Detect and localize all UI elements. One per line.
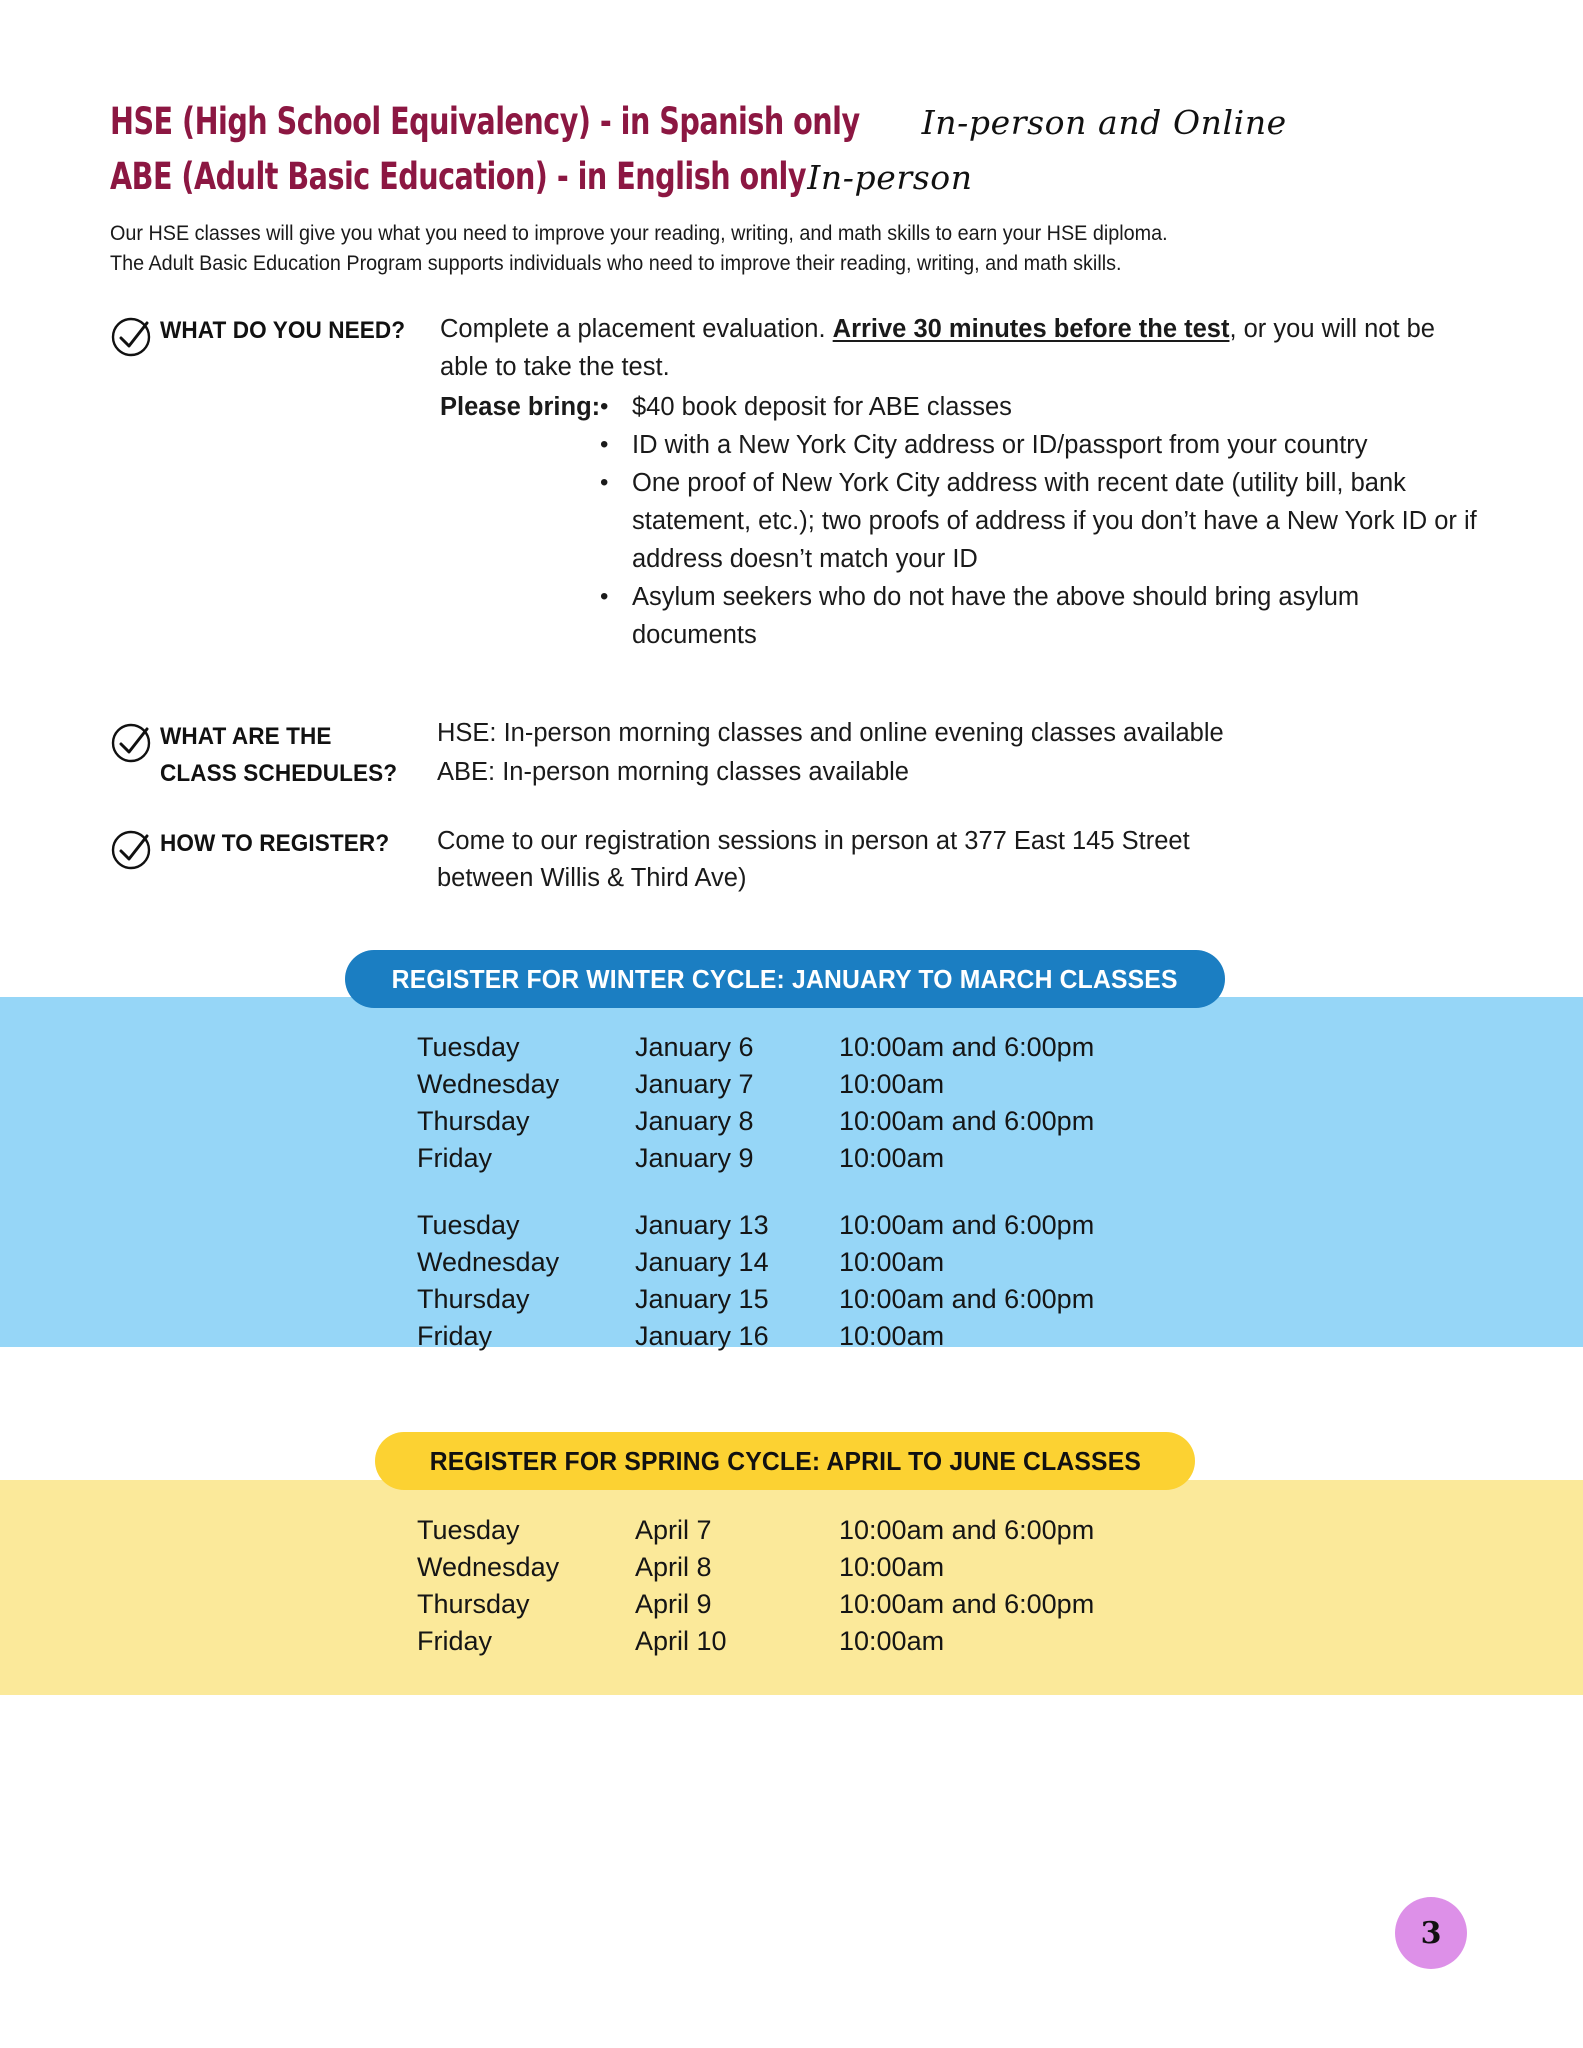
cell-day: Thursday bbox=[417, 1284, 530, 1314]
what-do-you-need-body bbox=[440, 310, 1480, 654]
table-row bbox=[417, 1066, 1094, 1103]
please-bring-block bbox=[440, 388, 1480, 654]
cell-time: 10:00am bbox=[839, 1552, 945, 1582]
class-schedules-label-line2: CLASS SCHEDULES? bbox=[160, 760, 398, 787]
table-row bbox=[417, 1140, 1094, 1177]
bring-item-text: One proof of New York City address with recent date (utility bill, bank statement, etc.); two proofs of address if you don’t have a New York ID or if address doesn’t match your ID bbox=[632, 469, 1477, 573]
cell-date: April 7 bbox=[635, 1515, 712, 1545]
cell-day: Tuesday bbox=[417, 1515, 520, 1545]
cell-time: 10:00am and 6:00pm bbox=[839, 1589, 1095, 1619]
hse-modality: In-person and Online bbox=[921, 103, 1287, 142]
table-row bbox=[417, 1512, 1094, 1549]
hse-schedule-text: HSE: In-person morning classes and online evening classes available bbox=[437, 719, 1224, 747]
table-row bbox=[417, 1029, 1094, 1066]
placement-evaluation-text bbox=[440, 310, 1480, 386]
cell-date: April 8 bbox=[635, 1552, 712, 1582]
bring-item-text: Asylum seekers who do not have the above should bring asylum documents bbox=[632, 583, 1360, 649]
abe-title: ABE (Adult Basic Education) - in English only bbox=[110, 155, 806, 198]
heading-line-abe bbox=[110, 155, 1490, 198]
class-schedules-label bbox=[160, 718, 398, 792]
table-row bbox=[417, 1318, 1094, 1355]
abe-modality: In-person bbox=[807, 158, 973, 197]
page-number: 3 bbox=[1420, 1915, 1442, 1951]
winter-cycle-banner-label: REGISTER FOR WINTER CYCLE: JANUARY TO MARCH CLASSES bbox=[392, 963, 1178, 994]
register-address-line2: between Willis & Third Ave) bbox=[437, 864, 747, 892]
program-heading bbox=[110, 100, 1490, 198]
list-item bbox=[600, 426, 1480, 464]
cell-day: Thursday bbox=[417, 1106, 530, 1136]
intro-line-1: Our HSE classes will give you what you need to improve your reading, writing, and math skills to earn your HSE diploma. bbox=[110, 221, 1168, 245]
cell-time: 10:00am and 6:00pm bbox=[839, 1515, 1095, 1545]
table-row bbox=[417, 1244, 1094, 1281]
cell-day: Wednesday bbox=[417, 1552, 560, 1582]
table-row bbox=[417, 1207, 1094, 1244]
check-circle-icon bbox=[110, 720, 154, 764]
bullet-icon: • bbox=[600, 431, 609, 458]
arrive-early-emphasis: Arrive 30 minutes before the test bbox=[832, 315, 1230, 343]
bullet-icon: • bbox=[600, 393, 609, 420]
how-to-register-label: HOW TO REGISTER? bbox=[160, 830, 390, 857]
cell-date: April 10 bbox=[635, 1626, 727, 1656]
lead-after: , or you will not be able to take the test. bbox=[440, 315, 1435, 381]
table-row bbox=[417, 1281, 1094, 1318]
list-item bbox=[600, 578, 1480, 654]
class-schedules-label-line1: WHAT ARE THE bbox=[160, 723, 332, 750]
bullet-icon: • bbox=[600, 583, 609, 610]
what-do-you-need-label: WHAT DO YOU NEED? bbox=[160, 317, 406, 344]
section-class-schedules bbox=[110, 718, 410, 792]
table-row bbox=[417, 1623, 1094, 1660]
table-group-gap bbox=[417, 1177, 1094, 1207]
cell-day: Tuesday bbox=[417, 1032, 520, 1062]
bring-item-text: ID with a New York City address or ID/passport from your country bbox=[632, 431, 1368, 459]
cell-date: January 9 bbox=[635, 1143, 754, 1173]
cell-day: Wednesday bbox=[417, 1247, 560, 1277]
please-bring-list bbox=[600, 388, 1480, 654]
table-row bbox=[417, 1103, 1094, 1140]
how-to-register-body bbox=[437, 823, 1477, 897]
check-circle-icon bbox=[110, 827, 154, 871]
cell-time: 10:00am bbox=[839, 1321, 945, 1351]
register-address-line1: Come to our registration sessions in person at 377 East 145 Street bbox=[437, 827, 1190, 855]
cell-date: January 8 bbox=[635, 1106, 754, 1136]
lead-before: Complete a placement evaluation. bbox=[440, 315, 833, 343]
cell-day: Friday bbox=[417, 1321, 493, 1351]
intro-paragraph bbox=[110, 218, 1343, 278]
spring-cycle-banner bbox=[375, 1432, 1195, 1490]
page-number-badge bbox=[1395, 1897, 1467, 1969]
cell-day: Friday bbox=[417, 1143, 493, 1173]
winter-schedule-table bbox=[417, 1029, 1094, 1355]
cell-time: 10:00am bbox=[839, 1626, 945, 1656]
check-circle-icon bbox=[110, 314, 154, 358]
section-how-to-register bbox=[110, 825, 410, 871]
cell-date: January 15 bbox=[635, 1284, 769, 1314]
cell-time: 10:00am and 6:00pm bbox=[839, 1106, 1095, 1136]
class-schedules-body bbox=[437, 714, 1477, 792]
abe-schedule-text: ABE: In-person morning classes available bbox=[437, 758, 909, 786]
cell-time: 10:00am and 6:00pm bbox=[839, 1284, 1095, 1314]
cell-time: 10:00am bbox=[839, 1247, 945, 1277]
cell-day: Tuesday bbox=[417, 1210, 520, 1240]
please-bring-label: Please bring: bbox=[440, 393, 601, 421]
cell-day: Thursday bbox=[417, 1589, 530, 1619]
table-row bbox=[417, 1586, 1094, 1623]
cell-date: January 14 bbox=[635, 1247, 769, 1277]
spring-schedule-table bbox=[417, 1512, 1094, 1660]
cell-day: Friday bbox=[417, 1626, 493, 1656]
cell-time: 10:00am and 6:00pm bbox=[839, 1210, 1095, 1240]
intro-line-2: The Adult Basic Education Program supports individuals who need to improve their reading, writing, and math skills. bbox=[110, 251, 1122, 275]
table-row bbox=[417, 1549, 1094, 1586]
section-what-do-you-need bbox=[110, 312, 428, 358]
cell-date: January 6 bbox=[635, 1032, 754, 1062]
list-item bbox=[600, 464, 1480, 578]
bullet-icon: • bbox=[600, 469, 609, 496]
list-item bbox=[600, 388, 1480, 426]
cell-time: 10:00am and 6:00pm bbox=[839, 1032, 1095, 1062]
cell-day: Wednesday bbox=[417, 1069, 560, 1099]
cell-date: January 13 bbox=[635, 1210, 769, 1240]
cell-date: January 7 bbox=[635, 1069, 754, 1099]
spring-cycle-banner-label: REGISTER FOR SPRING CYCLE: APRIL TO JUNE CLASSES bbox=[429, 1445, 1141, 1476]
cell-time: 10:00am bbox=[839, 1069, 945, 1099]
cell-date: January 16 bbox=[635, 1321, 769, 1351]
cell-time: 10:00am bbox=[839, 1143, 945, 1173]
heading-line-hse bbox=[110, 100, 1490, 143]
cell-date: April 9 bbox=[635, 1589, 712, 1619]
winter-cycle-banner bbox=[345, 950, 1225, 1008]
hse-title: HSE (High School Equivalency) - in Spanish only bbox=[110, 100, 860, 143]
bring-item-text: $40 book deposit for ABE classes bbox=[632, 393, 1012, 421]
